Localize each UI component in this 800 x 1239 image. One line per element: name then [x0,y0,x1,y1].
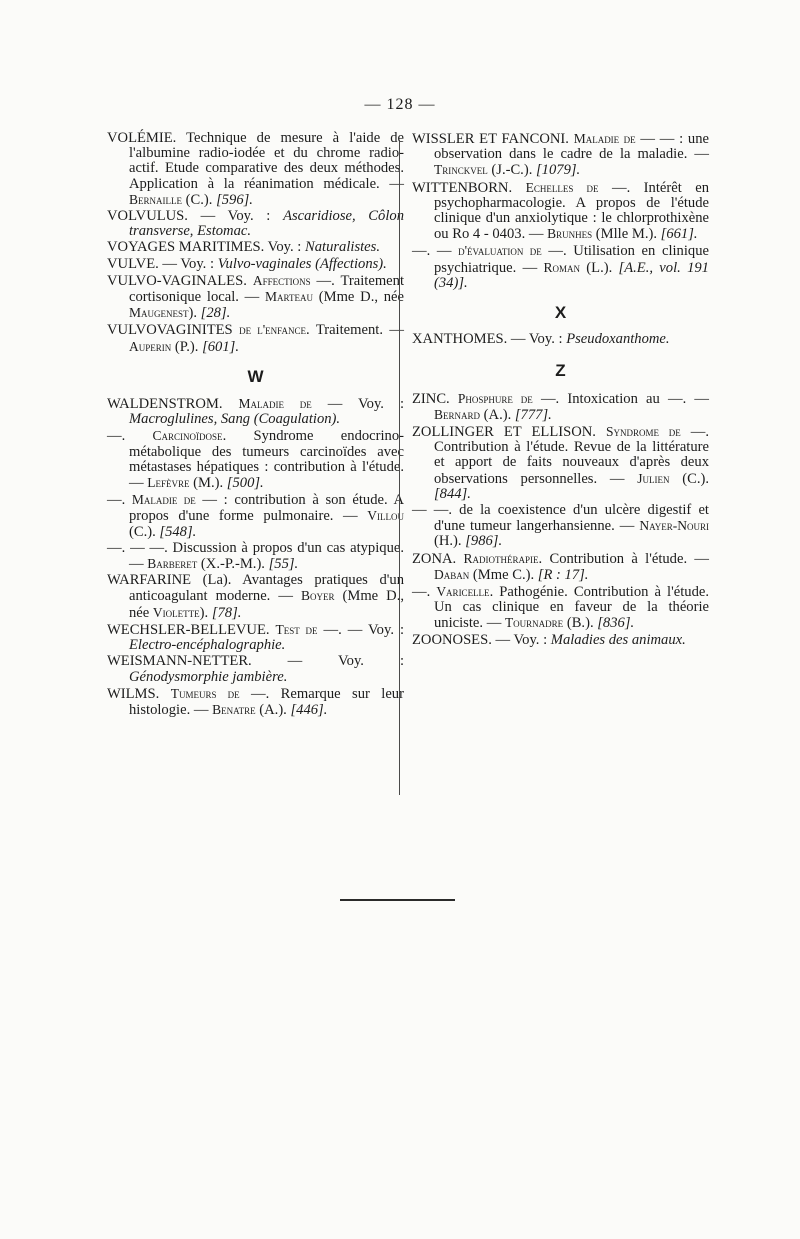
entry-text: . Traitement. — [306,322,404,339]
reference-number: [A.E., vol. 191 (34)]. [434,259,709,291]
entry-text: (J.-C.). [487,162,536,179]
reference-number: [446]. [290,701,328,718]
entry-text: VULVOVAGINITES [107,322,240,339]
end-rule [340,899,455,901]
index-entry [107,654,404,684]
small-caps-text: Daban [434,566,470,582]
small-caps-text: Test de [275,621,318,637]
index-entry [107,131,404,208]
entry-text: VULVO-VAGINALES. [107,272,253,289]
small-caps-text: Phosphure de [457,390,533,406]
reference-number: [1079]. [536,162,581,179]
index-entry [107,686,404,718]
reference-number: [601]. [202,338,239,355]
small-caps-text: Lefèvre [147,475,190,491]
left-column [107,131,404,719]
entry-text: —. — [412,243,459,260]
entry-text: —. Remarque sur leur histologie. — [129,685,404,718]
index-entry [107,541,404,572]
entry-text: (B.). [563,615,598,632]
cross-reference: Ascaridiose, Côlon transverse, Estomac. [129,208,404,240]
entry-text: WILMS. [107,685,171,702]
entry-text: ). [199,604,212,621]
x-entries [412,332,709,347]
small-caps-text: Trinckvel [434,162,488,178]
reference-number: [836]. [597,615,635,632]
entry-text: (C.). [129,523,160,540]
small-caps-text: Maladie de [131,492,196,508]
index-entry [107,492,404,540]
entry-text: VOLÉMIE. Technique de mesure à l'aide de l'albumine radio-iodée et du chrome radio-actif. Etude comparative des deux méthodes. Application à la réanimation médicale. — [107,130,404,192]
index-entry [412,332,709,347]
reference-number: [661]. [660,226,698,243]
small-caps-text: Barberet [147,556,198,572]
entry-text: —. [107,428,153,445]
entry-text: (A.). [480,406,515,423]
small-caps-text: Brunhes [547,226,593,242]
entry-text: (A.). [255,701,291,718]
entry-text: —. Intoxication au —. — [532,390,709,407]
index-entry [412,391,709,423]
entry-text: ZONA. [412,550,464,567]
column-divider [399,140,400,795]
index-entry [107,396,404,427]
small-caps-text: de l'enfance [239,322,307,338]
cross-reference: Génodysmorphie jambière. [129,668,288,685]
index-entry [107,428,404,491]
section-letter-w: W [247,366,264,386]
entry-text: (C.). [669,470,709,487]
reference-number: [28]. [200,305,231,322]
small-caps-text: Benatre [212,701,256,717]
entry-text: (P.). [171,338,203,355]
cross-reference: Electro-encéphalographie. [129,637,286,654]
entry-text: —. Traitement cortisonique local. — [129,272,404,306]
index-entry [107,209,404,239]
small-caps-text: Marteau [265,289,313,305]
entry-text: ZOONOSES. — Voy. : [412,631,551,648]
entry-text: (C.). [182,191,217,208]
entry-text: (Mme C.). [469,566,538,583]
small-caps-text: Auperin [129,338,172,354]
cross-reference: Pseudoxanthome. [566,331,670,348]
reference-number: [777]. [514,406,552,423]
index-entry [412,584,709,632]
right-column [412,131,709,649]
entry-text: (L.). [580,259,619,276]
entry-text: VOLVULUS. — Voy. : [107,208,284,225]
small-caps-text: Villou [367,508,404,524]
entry-text: — Voy. : [311,396,404,413]
entry-text: —. [412,584,437,601]
small-caps-text: Radiothérapie [463,550,539,566]
entry-text: — — : une observation dans le cadre de la maladie. — [434,131,709,163]
entry-text: . Contribution à l'étude. — [538,550,709,567]
small-caps-text: Bernard [434,406,481,422]
entry-text: (H.). [434,533,466,550]
entry-text: ZINC. [412,390,458,407]
index-entry [107,573,404,621]
small-caps-text: Nayer-Nouri [639,518,709,534]
reference-number: [596]. [216,191,253,208]
entry-text: ZOLLINGER ET ELLISON. [412,424,606,441]
entry-text: —. — —. Discussion à propos d'un cas atypique. — [107,539,404,573]
reference-number: [55]. [268,556,299,573]
entry-text: —. — Voy. : [317,621,405,638]
cross-reference: Macroglulines, Sang (Coagulation). [129,411,341,428]
entry-text: —. Utilisation en clinique psychiatrique. — [434,243,709,276]
index-entry [107,257,404,272]
small-caps-text: Echelles de [525,179,599,195]
entry-text: WARFARINE (La). Avantages pratiques d'un anticoagulant moderne. — [107,572,404,605]
small-caps-text: Violette [152,604,200,620]
small-caps-text: Boyer [300,588,335,604]
entry-text: (Mme D., née [129,588,404,621]
entry-text: VULVE. — Voy. : [107,255,218,272]
entry-text: WITTENBORN. [412,179,526,196]
page-number: — 128 — [364,96,436,113]
small-caps-text: Julien [637,470,670,486]
entry-text: — —. de la coexistence d'un ulcère digestif et d'une tumeur langerhansienne. — [412,502,709,535]
entry-text: — : contribution à son étude. A propos d'une forme pulmonaire. — [129,492,405,525]
reference-number: [548]. [159,523,197,540]
index-entry [412,424,709,502]
entry-text: —. Intérêt en psychopharmacologie. A propos de l'étude clinique d'un anxiolytique : le chlorprothixène ou Ro 4 - 0403. — [434,179,709,243]
small-caps-text: Maugenest [129,305,189,321]
entry-text: (Mlle M.). [592,226,661,243]
small-caps-text: Tumeurs de [170,685,240,701]
index-entry [412,633,709,648]
small-caps-text: Syndrome de [605,424,681,440]
z-entries [412,391,709,648]
small-caps-text: Tournadre [504,615,564,631]
small-caps-text: Roman [543,259,580,275]
reference-number: [844]. [434,485,471,502]
entry-text: . Syndrome endocrino-métabolique des tumeurs carcinoïdes avec métastases hépatiques : contribution à l'étude. — [129,428,405,492]
reference-number: [78]. [211,604,242,621]
entry-text: WECHSLER-BELLEVUE. [107,621,276,638]
small-caps-text: Maladie de [238,396,312,412]
entry-text: WEISMANN-NETTER. — Voy. : [107,653,404,670]
index-entry [107,322,404,354]
entry-text: (X.-P.-M.). [197,556,269,573]
entry-text: . Pathogénie. Contribution à l'étude. Un cas clinique en faveur de la théorie uniciste. — [434,584,709,632]
entry-text: WISSLER ET FANCONI. [412,131,574,147]
index-entry [412,503,709,550]
entry-text: (M.). [189,475,227,492]
small-caps-text: Maladie de [573,131,636,146]
index-entry [107,622,404,653]
entry-text: XANTHOMES. — Voy. : [412,331,567,348]
small-caps-text: Carcinoïdose [152,428,223,444]
index-entry [412,243,709,291]
entry-text: —. Contribution à l'étude. Revue de la littérature et apport de faits nouveaux d'après deux observations personnelles. — [434,424,710,487]
small-caps-text: Bernaille [129,191,182,207]
reference-number: [R : 17]. [537,566,589,583]
reference-number: [986]. [465,533,503,550]
section-letter-x: X [554,303,567,323]
small-caps-text: d'évaluation de [458,243,542,259]
index-entry [412,131,709,179]
section-letter-z: Z [555,361,566,381]
index-entry [107,273,404,322]
w-entries [107,396,404,718]
cross-reference: Vulvo-vaginales (Affections). [217,255,387,272]
entry-text: —. [107,492,132,509]
entry-text: (Mme D., née [312,289,404,306]
small-caps-text: Affections [252,272,311,288]
w-entries-continued [412,131,709,291]
index-entry [412,180,709,243]
v-entries [107,131,404,355]
cross-reference: Maladies des animaux. [550,631,686,648]
entry-text: WALDENSTROM. [107,396,239,413]
entry-text: VOYAGES MARITIMES. Voy. : [107,239,305,256]
cross-reference: Naturalistes. [304,239,380,256]
small-caps-text: Varicelle [436,584,490,600]
index-entry [412,551,709,583]
entry-text: ). [188,305,201,322]
reference-number: [500]. [226,475,264,492]
index-entry [107,240,404,255]
